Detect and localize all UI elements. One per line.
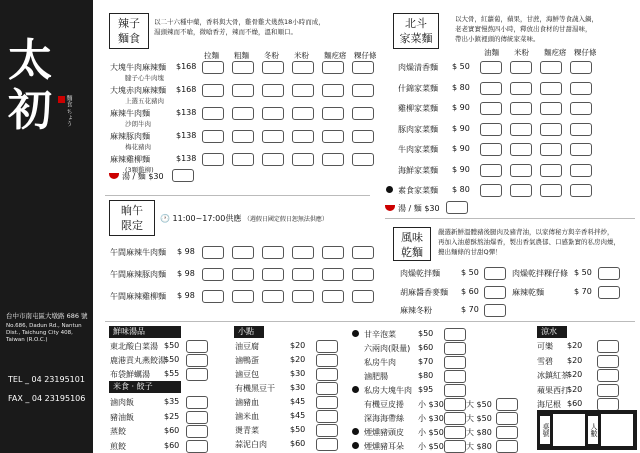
- dry-desc-2: 再加入油蔥酥熬油爆香，製出香氣農郁、口感紮實的私房肉燥，: [438, 238, 620, 246]
- north-item-name: 什錦家菜麵: [398, 83, 438, 93]
- divider: [105, 321, 635, 322]
- drinks-item-name: 冰鎮紅茶: [537, 371, 569, 380]
- order-box[interactable]: [262, 84, 284, 97]
- order-box[interactable]: [570, 143, 592, 156]
- order-box[interactable]: [186, 411, 208, 424]
- order-box[interactable]: [292, 130, 314, 143]
- fresh-title: 鮮味湯品: [109, 326, 181, 338]
- more-item-name: 私房牛肉: [364, 358, 396, 367]
- order-box[interactable]: [202, 268, 224, 281]
- fresh-item-name: 鹿港貢丸燕餃湯: [110, 356, 166, 365]
- small-item-price: $60: [290, 439, 306, 448]
- small-item-name: 有機黑豆干: [235, 384, 275, 393]
- bowl-icon: [385, 205, 395, 211]
- order-box[interactable]: [262, 130, 284, 143]
- signature-dot-icon: [352, 428, 359, 435]
- order-box[interactable]: [232, 268, 254, 281]
- north-title-1: 北斗: [405, 17, 427, 30]
- order-box[interactable]: [322, 61, 344, 74]
- spicy-col-header: 拉麵: [204, 51, 219, 60]
- order-box[interactable]: [480, 164, 502, 177]
- order-box[interactable]: [496, 398, 518, 411]
- order-box[interactable]: [202, 246, 224, 259]
- order-box[interactable]: [570, 102, 592, 115]
- fresh-item-name: 布袋鮮蠣湯: [110, 370, 150, 379]
- order-box[interactable]: [570, 123, 592, 136]
- order-box[interactable]: [352, 153, 374, 166]
- order-box[interactable]: [510, 61, 532, 74]
- signature-icon: [352, 329, 362, 338]
- rice-item-price: $35: [164, 397, 180, 406]
- more-item-name: 有機豆皮捲: [364, 400, 404, 409]
- spicy-item-name: 麻辣牛肉麵: [110, 109, 150, 118]
- table-field[interactable]: [553, 414, 585, 446]
- rice-item-name: 豬油飯: [110, 412, 134, 422]
- tel: TEL _ 04 23195101: [8, 375, 85, 384]
- order-box[interactable]: [570, 82, 592, 95]
- brand-logo: 太 初: [8, 35, 52, 136]
- dry-item-price: $ 50: [461, 268, 479, 277]
- north-desc-2: 老老實實慢熬四小時，釋放出食材的甘甜湯味，: [455, 25, 592, 33]
- order-box[interactable]: [202, 84, 224, 97]
- address: [6, 312, 92, 344]
- north-desc-1: 以大骨，紅蘿蔔，蘋果，甘蔗，海鮮等食蔬入鍋，: [455, 15, 598, 23]
- north-item-name: 海鮮家菜麵: [398, 165, 438, 175]
- people-field[interactable]: [601, 414, 633, 446]
- order-box[interactable]: [232, 61, 254, 74]
- more-item-big-price: 大 $80: [466, 442, 492, 451]
- noon-item-price: $ 98: [177, 247, 195, 256]
- dry-item-name: 麻辣冬粉: [400, 306, 432, 315]
- order-box[interactable]: [352, 246, 374, 259]
- rice-title: 米食 · 餃子: [109, 381, 181, 393]
- order-box[interactable]: [292, 107, 314, 120]
- drinks-item-price: $20: [567, 355, 583, 365]
- rice-item-price: $25: [164, 411, 180, 421]
- clock-icon: 🕐: [160, 214, 170, 223]
- small-item-name: 蒜泥白肉: [235, 440, 267, 449]
- table-label: 桌號: [540, 416, 550, 444]
- signature-icon: [352, 441, 362, 450]
- dry-item-name: 麻辣乾麵: [512, 288, 544, 297]
- spicy-item-name: 麻辣雞柳麵: [110, 155, 150, 164]
- order-box[interactable]: [484, 267, 506, 280]
- order-box[interactable]: [444, 356, 466, 369]
- brand-logo-sub: 麵食 ちょう: [65, 95, 72, 127]
- small-item-name: 滷米血: [235, 412, 259, 421]
- order-box[interactable]: [262, 290, 284, 303]
- order-box[interactable]: [316, 368, 338, 381]
- order-box[interactable]: [510, 184, 532, 197]
- more-item-price: $80: [418, 371, 434, 380]
- north-col-header: 油麵: [484, 48, 499, 57]
- order-box[interactable]: [202, 153, 224, 166]
- order-box[interactable]: [444, 440, 466, 453]
- small-item-name: 滷豬血: [235, 398, 259, 407]
- order-box[interactable]: [480, 102, 502, 115]
- noon-title-2: 限定: [121, 219, 143, 232]
- spicy-item-price: $138: [176, 131, 197, 140]
- drinks-item-name: 雪碧: [537, 356, 553, 366]
- small-item-name: 滷鴨蛋: [235, 356, 259, 365]
- spicy-desc: [154, 17, 325, 37]
- spicy-item-sub: (3顆雞柳): [125, 166, 154, 174]
- order-box[interactable]: [444, 398, 466, 411]
- dry-desc: [438, 227, 620, 257]
- fresh-item-price: $50: [164, 341, 180, 350]
- spicy-desc-2: 湯頭辣而不嗆，微嗆香芳，辣而不燥，溫和順口。: [154, 28, 297, 36]
- more-item-price: $60: [418, 343, 434, 352]
- more-item-price: 小 $50: [418, 428, 444, 437]
- drinks-item-price: $60: [567, 399, 583, 408]
- north-item-price: $ 90: [452, 164, 470, 174]
- order-box[interactable]: [540, 61, 562, 74]
- drinks-item-price: $20: [567, 384, 583, 394]
- fresh-item-name: 東北酸白菜湯: [110, 342, 158, 351]
- rice-item-name: 蒸餃: [110, 427, 126, 436]
- spicy-item-sub: 沙朗牛肉: [125, 120, 151, 128]
- order-box[interactable]: [480, 82, 502, 95]
- order-box[interactable]: [444, 342, 466, 355]
- order-box[interactable]: [232, 290, 254, 303]
- order-box[interactable]: [316, 424, 338, 437]
- spicy-col-header: 粿仔條: [354, 51, 377, 60]
- order-box[interactable]: [262, 61, 284, 74]
- brand-sidebar: [0, 0, 93, 453]
- order-box[interactable]: [322, 268, 344, 281]
- order-box[interactable]: [496, 440, 518, 453]
- dry-item-name: 肉燥乾拌粿仔條: [512, 269, 568, 278]
- rice-item-name: 滷肉飯: [110, 398, 134, 407]
- noon-item-name: 午間麻辣雞柳麵: [110, 292, 166, 301]
- north-item-name: 牛肉家菜麵: [398, 145, 438, 154]
- north-item-price: $ 80: [452, 82, 470, 92]
- dry-title: [393, 227, 431, 261]
- spicy-title: [109, 13, 149, 49]
- small-item-name: 油豆腐: [235, 342, 259, 351]
- small-item-price: $45: [290, 397, 306, 406]
- noon-item-price: $ 98: [177, 269, 195, 278]
- order-box[interactable]: [480, 61, 502, 74]
- divider: [105, 195, 370, 196]
- order-box[interactable]: [232, 130, 254, 143]
- dry-item-price: $ 70: [461, 305, 479, 314]
- small-title: 小點: [234, 326, 264, 338]
- noon-time-label: 11:00~17:00供應: [172, 214, 242, 223]
- north-soup-box[interactable]: [446, 201, 468, 214]
- order-box[interactable]: [570, 61, 592, 74]
- small-item-price: $45: [290, 411, 306, 420]
- order-box[interactable]: [570, 184, 592, 197]
- order-box[interactable]: [186, 340, 208, 353]
- more-item-big-price: 大 $80: [466, 428, 492, 437]
- order-box[interactable]: [232, 153, 254, 166]
- order-box[interactable]: [322, 246, 344, 259]
- spicy-soup-box[interactable]: [172, 169, 194, 182]
- spicy-title-2: 麵食: [118, 32, 140, 45]
- noon-item-name: 午間麻辣豚肉麵: [110, 270, 166, 279]
- north-item-price: $ 80: [452, 185, 470, 194]
- order-box[interactable]: [444, 370, 466, 383]
- north-item-name: 豚肉家菜麵: [398, 124, 438, 134]
- order-box[interactable]: [597, 340, 619, 353]
- order-box[interactable]: [186, 425, 208, 438]
- order-box[interactable]: [316, 382, 338, 395]
- dry-title-1: 風味: [401, 231, 423, 244]
- address-en: No.686, Dadun Rd., Nantun Dist., Taichung City 408, Taiwan (R.O.C.): [6, 323, 82, 343]
- more-item-name: 私房大塊牛肉: [364, 386, 412, 395]
- more-item-name: 甘辛泡菜: [364, 330, 396, 339]
- order-box[interactable]: [484, 304, 506, 317]
- north-col-header: 米粉: [514, 48, 529, 57]
- dry-title-2: 乾麵: [401, 246, 423, 259]
- order-box[interactable]: [316, 354, 338, 367]
- drinks-item-price: $20: [567, 341, 583, 350]
- order-box[interactable]: [316, 340, 338, 353]
- dry-item-price: $ 70: [574, 287, 592, 296]
- dry-item-price: $ 50: [574, 268, 592, 277]
- order-box[interactable]: [186, 396, 208, 409]
- order-box[interactable]: [496, 426, 518, 439]
- north-title: [393, 13, 439, 49]
- small-item-price: $20: [290, 341, 306, 350]
- order-box[interactable]: [444, 426, 466, 439]
- order-box[interactable]: [322, 107, 344, 120]
- spicy-soup-label: 湯 / 麵 $30: [122, 172, 164, 181]
- order-box[interactable]: [598, 267, 620, 280]
- noon-item-name: 午間麻辣牛肉麵: [110, 248, 166, 257]
- drinks-item-name: 蘋果西打: [537, 385, 569, 395]
- order-box[interactable]: [480, 184, 502, 197]
- more-item-name: 六兩肉(限量): [364, 344, 411, 353]
- spicy-item-name: 大塊赤肉麻辣麵: [110, 86, 166, 95]
- order-box[interactable]: [186, 368, 208, 381]
- order-box[interactable]: [322, 290, 344, 303]
- veg-icon: [386, 186, 393, 193]
- spicy-item-price: $138: [176, 154, 197, 163]
- north-soup: [385, 203, 440, 214]
- dry-desc-1: 嚴選新鮮溫體豬後腿肉及豬背油，以家傳秘方與辛香料拌炒，: [438, 228, 614, 236]
- order-box[interactable]: [262, 268, 284, 281]
- small-item-price: $30: [290, 369, 306, 378]
- more-item-price: $70: [418, 357, 434, 366]
- order-box[interactable]: [262, 153, 284, 166]
- fax: FAX _ 04 23195106: [8, 394, 86, 403]
- order-box[interactable]: [444, 384, 466, 397]
- order-box[interactable]: [480, 143, 502, 156]
- rice-item-price: $60: [164, 440, 180, 450]
- north-item-price: $ 50: [452, 62, 470, 71]
- order-box[interactable]: [232, 246, 254, 259]
- order-box[interactable]: [510, 82, 532, 95]
- more-item-name: 深海海帶絲: [364, 414, 404, 423]
- order-box[interactable]: [292, 246, 314, 259]
- signature-dot-icon: [352, 442, 359, 449]
- dry-item-name: 肉燥乾拌麵: [400, 269, 440, 278]
- more-item-price: 小 $50: [418, 442, 444, 451]
- noon-time-note: （週假日國定假日恕無法供應）: [243, 216, 328, 223]
- north-item-price: $ 90: [452, 103, 470, 112]
- order-box[interactable]: [352, 107, 374, 120]
- noon-title: [109, 200, 155, 236]
- order-box[interactable]: [262, 107, 284, 120]
- order-box[interactable]: [186, 440, 208, 453]
- order-box[interactable]: [352, 84, 374, 97]
- signature-dot-icon: [352, 330, 359, 337]
- dry-item-name: 胡麻醬香麥麵: [400, 288, 448, 297]
- spicy-title-1: 辣子: [118, 17, 140, 30]
- order-box[interactable]: [292, 153, 314, 166]
- order-box[interactable]: [352, 268, 374, 281]
- noon-time: [160, 213, 328, 224]
- order-box[interactable]: [292, 290, 314, 303]
- north-item-name: 素食家菜麵: [398, 186, 438, 195]
- spicy-col-header: 冬粉: [264, 51, 279, 60]
- noon-item-price: $ 98: [177, 291, 195, 300]
- spicy-col-header: 粗麵: [234, 51, 249, 60]
- north-soup-label: 湯 / 麵 $30: [398, 204, 440, 213]
- small-item-name: 滷豆包: [235, 370, 259, 379]
- order-box[interactable]: [292, 268, 314, 281]
- order-box[interactable]: [322, 130, 344, 143]
- more-item-name: 煙燻豬頭皮: [364, 428, 404, 437]
- spicy-item-sub: 梅花豬肉: [125, 143, 151, 151]
- north-desc-3: 帶出小鎮裡頭的傳統家菜味。: [455, 35, 540, 43]
- spicy-item-price: $168: [176, 62, 197, 71]
- more-item-price: 小 $30: [418, 414, 444, 423]
- order-box[interactable]: [540, 123, 562, 136]
- order-box[interactable]: [292, 61, 314, 74]
- drinks-item-price: $20: [567, 370, 583, 379]
- more-item-big-price: 大 $50: [466, 414, 492, 423]
- rice-item-price: $60: [164, 426, 180, 435]
- order-box[interactable]: [232, 84, 254, 97]
- order-box[interactable]: [322, 153, 344, 166]
- address-zh: 台中市南屯區大墩路 686 號: [6, 312, 88, 320]
- spicy-item-sub: 上選五花豬肉: [125, 97, 164, 105]
- order-box[interactable]: [510, 102, 532, 115]
- order-box[interactable]: [202, 107, 224, 120]
- order-box[interactable]: [570, 164, 592, 177]
- leaf-icon: [386, 185, 396, 194]
- north-item-name: 肉燥清香麵: [398, 63, 438, 72]
- order-box[interactable]: [316, 438, 338, 451]
- more-item-price: $95: [418, 385, 434, 394]
- order-box[interactable]: [540, 164, 562, 177]
- fresh-item-price: $55: [164, 369, 180, 378]
- north-col-header: 粿仔條: [574, 48, 597, 57]
- order-box[interactable]: [352, 290, 374, 303]
- north-desc: [455, 14, 598, 44]
- small-item-name: 燙青菜: [235, 426, 259, 435]
- spicy-item-sub: 腱子心牛肉塊: [125, 74, 164, 82]
- dry-item-price: $ 60: [461, 287, 479, 296]
- divider: [385, 218, 635, 219]
- signature-dot-icon: [352, 386, 359, 393]
- noon-title-1: 晌午: [121, 204, 143, 217]
- spicy-item-name: 大塊牛肉麻辣麵: [110, 63, 166, 72]
- spicy-item-price: $168: [176, 85, 197, 94]
- north-item-price: $ 90: [452, 144, 470, 153]
- people-label: 人數: [588, 416, 598, 444]
- order-box[interactable]: [202, 130, 224, 143]
- spicy-item-name: 麻辣豚肉麵: [110, 132, 150, 141]
- order-box[interactable]: [540, 102, 562, 115]
- order-box[interactable]: [352, 61, 374, 74]
- more-item-name: 煙燻豬耳朵: [364, 442, 404, 451]
- order-box[interactable]: [598, 286, 620, 299]
- order-box[interactable]: [444, 328, 466, 341]
- spicy-soup: [109, 171, 164, 182]
- order-box[interactable]: [510, 164, 532, 177]
- drinks-item-name: 海尼根: [537, 400, 561, 409]
- more-item-price: 小 $30: [418, 400, 444, 409]
- spicy-col-header: 米粉: [294, 51, 309, 60]
- fresh-item-price: $50: [164, 355, 180, 364]
- more-item-name: 滷肥腸: [364, 372, 388, 381]
- rice-item-name: 煎餃: [110, 441, 126, 451]
- order-box[interactable]: [352, 130, 374, 143]
- order-box[interactable]: [480, 123, 502, 136]
- spicy-desc-1: 以二十六種中藥，香料與大骨，雞骨雞犬幾熬18小時而成，: [154, 18, 325, 26]
- order-box[interactable]: [496, 412, 518, 425]
- signature-icon: [352, 385, 362, 394]
- table-people-box: [537, 410, 637, 450]
- drinks-title: 涼水: [537, 326, 567, 338]
- order-box[interactable]: [292, 84, 314, 97]
- north-item-name: 雞柳家菜麵: [398, 104, 438, 113]
- order-box[interactable]: [316, 410, 338, 423]
- order-box[interactable]: [316, 396, 338, 409]
- order-box[interactable]: [510, 143, 532, 156]
- order-box[interactable]: [597, 369, 619, 382]
- order-box[interactable]: [540, 82, 562, 95]
- north-col-header: 麵疙瘩: [544, 48, 567, 57]
- order-box[interactable]: [262, 246, 284, 259]
- order-box[interactable]: [540, 143, 562, 156]
- north-item-price: $ 90: [452, 123, 470, 133]
- order-box[interactable]: [186, 354, 208, 367]
- north-title-2: 家菜麵: [399, 32, 433, 45]
- drinks-item-name: 可樂: [537, 342, 553, 351]
- more-item-big-price: 大 $50: [466, 400, 492, 409]
- order-box[interactable]: [322, 84, 344, 97]
- order-box[interactable]: [484, 286, 506, 299]
- order-box[interactable]: [540, 184, 562, 197]
- bowl-icon: [109, 173, 119, 179]
- small-item-price: $20: [290, 355, 306, 364]
- signature-icon: [352, 427, 362, 436]
- order-box[interactable]: [202, 290, 224, 303]
- small-item-price: $30: [290, 383, 306, 392]
- order-box[interactable]: [232, 107, 254, 120]
- order-box[interactable]: [510, 123, 532, 136]
- spicy-col-header: 麵疙瘩: [324, 51, 347, 60]
- small-item-price: $50: [290, 425, 306, 434]
- dry-desc-3: 攪出麵條的甘甜Q彈！: [438, 248, 502, 256]
- order-box[interactable]: [444, 412, 466, 425]
- order-box[interactable]: [597, 384, 619, 397]
- more-item-price: $50: [418, 329, 434, 338]
- spicy-item-price: $138: [176, 108, 197, 117]
- order-box[interactable]: [597, 355, 619, 368]
- order-box[interactable]: [202, 61, 224, 74]
